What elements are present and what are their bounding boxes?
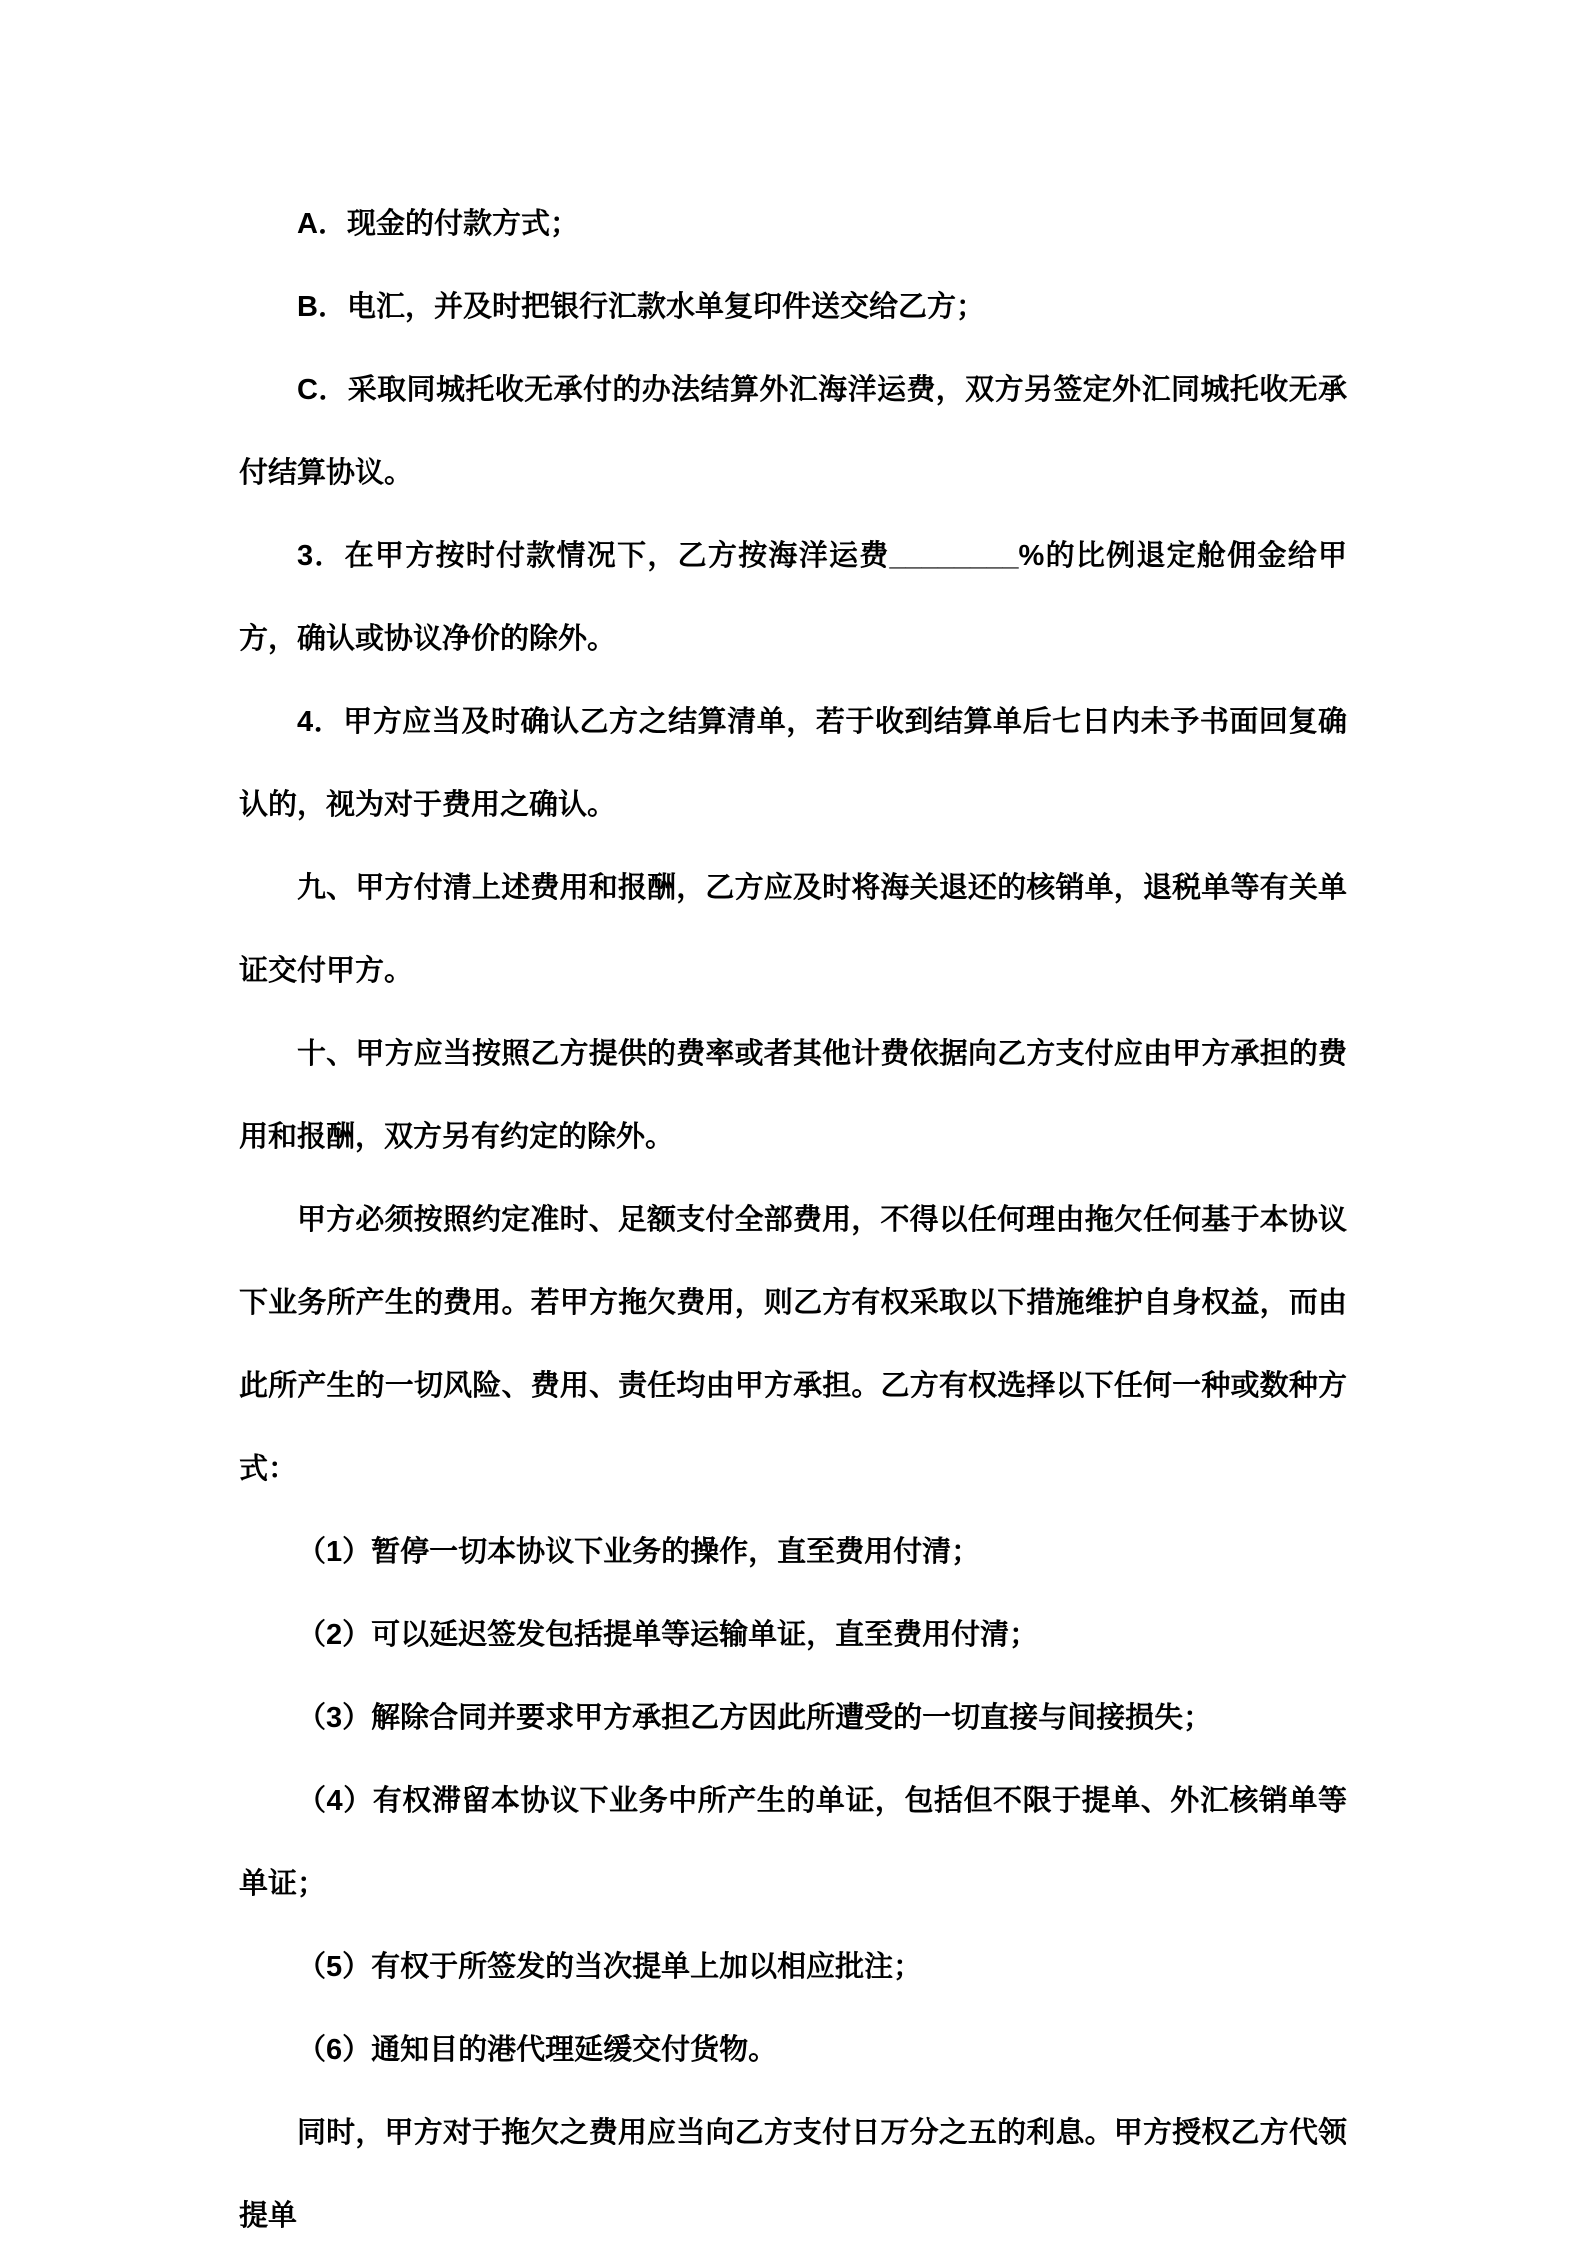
paragraph: 九、甲方付清上述费用和报酬，乙方应及时将海关退还的核销单，退税单等有关单证交付甲方。 bbox=[239, 872, 1347, 987]
paragraph: C．采取同城托收无承付的办法结算外汇海洋运费，双方另签定外汇同城托收无承付结算协议。 bbox=[239, 374, 1347, 489]
paragraph: （1）暂停一切本协议下业务的操作，直至费用付清； bbox=[297, 1536, 981, 1568]
paragraph: （5）有权于所签发的当次提单上加以相应批注； bbox=[297, 1951, 923, 1983]
paragraph: B．电汇，并及时把银行汇款水单复印件送交给乙方； bbox=[297, 291, 985, 323]
paragraph: （4）有权滞留本协议下业务中所产生的单证，包括但不限于提单、外汇核销单等单证； bbox=[239, 1785, 1347, 1900]
paragraph: （2）可以延迟签发包括提单等运输单证，直至费用付清； bbox=[297, 1619, 1039, 1651]
paragraph: 甲方必须按照约定准时、足额支付全部费用，不得以任何理由拖欠任何基于本协议下业务所产生的费用。若甲方拖欠费用，则乙方有权采取以下措施维护自身权益，而由此所产生的一切风险、费用、责任均由甲方承担。乙方有权选择以下任何一种或数种方式： bbox=[239, 1204, 1347, 1485]
paragraph: 3．在甲方按时付款情况下，乙方按海洋运费________%的比例退定舱佣金给甲方，确认或协议净价的除外。 bbox=[239, 540, 1347, 655]
paragraph: 同时，甲方对于拖欠之费用应当向乙方支付日万分之五的利息。甲方授权乙方代领提单 bbox=[239, 2117, 1347, 2232]
paragraph: （3）解除合同并要求甲方承担乙方因此所遭受的一切直接与间接损失； bbox=[297, 1702, 1213, 1734]
paragraph: A．现金的付款方式； bbox=[297, 208, 579, 240]
paragraph: 4．甲方应当及时确认乙方之结算清单，若于收到结算单后七日内未予书面回复确认的，视为对于费用之确认。 bbox=[239, 706, 1347, 821]
paragraph: 十、甲方应当按照乙方提供的费率或者其他计费依据向乙方支付应由甲方承担的费用和报酬，双方另有约定的除外。 bbox=[239, 1038, 1347, 1153]
document-body bbox=[239, 183, 1347, 2244]
paragraph: （6）通知目的港代理延缓交付货物。 bbox=[297, 2034, 778, 2066]
